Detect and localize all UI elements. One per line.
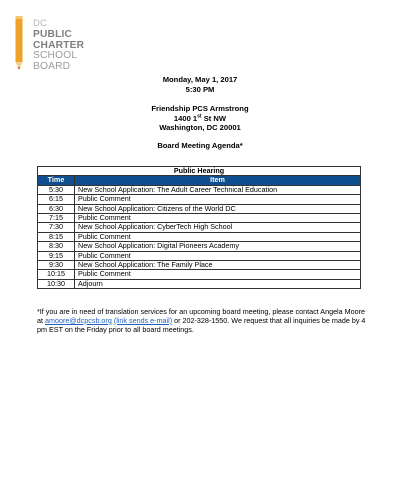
city-state-zip: Washington, DC 20001: [159, 123, 241, 133]
agenda-title: Board Meeting Agenda*: [157, 141, 243, 150]
row-time: 7:15: [38, 214, 75, 223]
row-time: 6:15: [38, 195, 75, 204]
logo-line-charter: CHARTER: [33, 39, 85, 51]
row-item: New School Application: Citizens of the World DC: [75, 204, 361, 213]
table-row: [38, 195, 361, 204]
logo-line-school: SCHOOL: [33, 50, 78, 62]
agenda-table: [37, 166, 361, 289]
note-text-2: or 202-328-1550. We request that all inquiries be made by 4 pm EST on the Friday prior to all board meetings.: [37, 315, 366, 334]
row-item: New School Application: Digital Pioneers Academy: [75, 242, 361, 251]
row-item: Public Comment: [75, 232, 361, 241]
pencil-icon: [14, 16, 24, 72]
logo-line-public: PUBLIC: [33, 28, 73, 40]
row-time: 5:30: [38, 185, 75, 194]
school-name: Friendship PCS Armstrong: [151, 104, 249, 113]
email-link[interactable]: amoore@dcpcsb.org: [45, 315, 112, 325]
email-link-hint[interactable]: (link sends e-mail): [113, 315, 173, 325]
address-street: St NW: [201, 113, 227, 123]
logo-wordmark: [33, 19, 84, 73]
row-item: Public Comment: [75, 214, 361, 223]
row-time: 8:15: [38, 232, 75, 241]
meeting-datetime: [0, 75, 400, 94]
row-item: New School Application: CyberTech High School: [75, 223, 361, 232]
row-item: New School Application: The Family Place: [75, 261, 361, 270]
table-row: [38, 270, 361, 279]
row-time: 8:30: [38, 242, 75, 251]
logo-line-dc: DC: [33, 18, 48, 29]
row-time: 10:30: [38, 279, 75, 288]
table-title: Public Hearing: [38, 167, 361, 176]
table-row: [38, 223, 361, 232]
meeting-location: [0, 104, 400, 133]
dcpcsb-logo: [14, 16, 104, 72]
meeting-date: Monday, May 1, 2017: [162, 75, 238, 84]
row-time: 9:30: [38, 261, 75, 270]
row-item: New School Application: The Adult Career Technical Education: [75, 185, 361, 194]
meeting-time: 5:30 PM: [185, 84, 215, 94]
note-text-1: *If you are in need of translation services for an upcoming board meeting, please contact Angela Moore at: [37, 307, 366, 325]
row-item: Public Comment: [75, 195, 361, 204]
logo-line-board: BOARD: [33, 61, 71, 73]
street-address: [0, 114, 400, 124]
table-row: [38, 242, 361, 251]
row-time: 10:15: [38, 270, 75, 279]
address-sup: st: [197, 113, 202, 120]
row-item: Public Comment: [75, 251, 361, 260]
row-time: 9:15: [38, 251, 75, 260]
column-header-item: Item: [75, 176, 361, 185]
address-number: 1400 1: [173, 113, 198, 123]
row-time: 7:30: [38, 223, 75, 232]
table-row: [38, 279, 361, 288]
row-item: Public Comment: [75, 270, 361, 279]
row-item: Adjourn: [75, 279, 361, 288]
row-time: 6:30: [38, 204, 75, 213]
translation-note: [37, 308, 367, 334]
column-header-time: Time: [38, 176, 75, 185]
